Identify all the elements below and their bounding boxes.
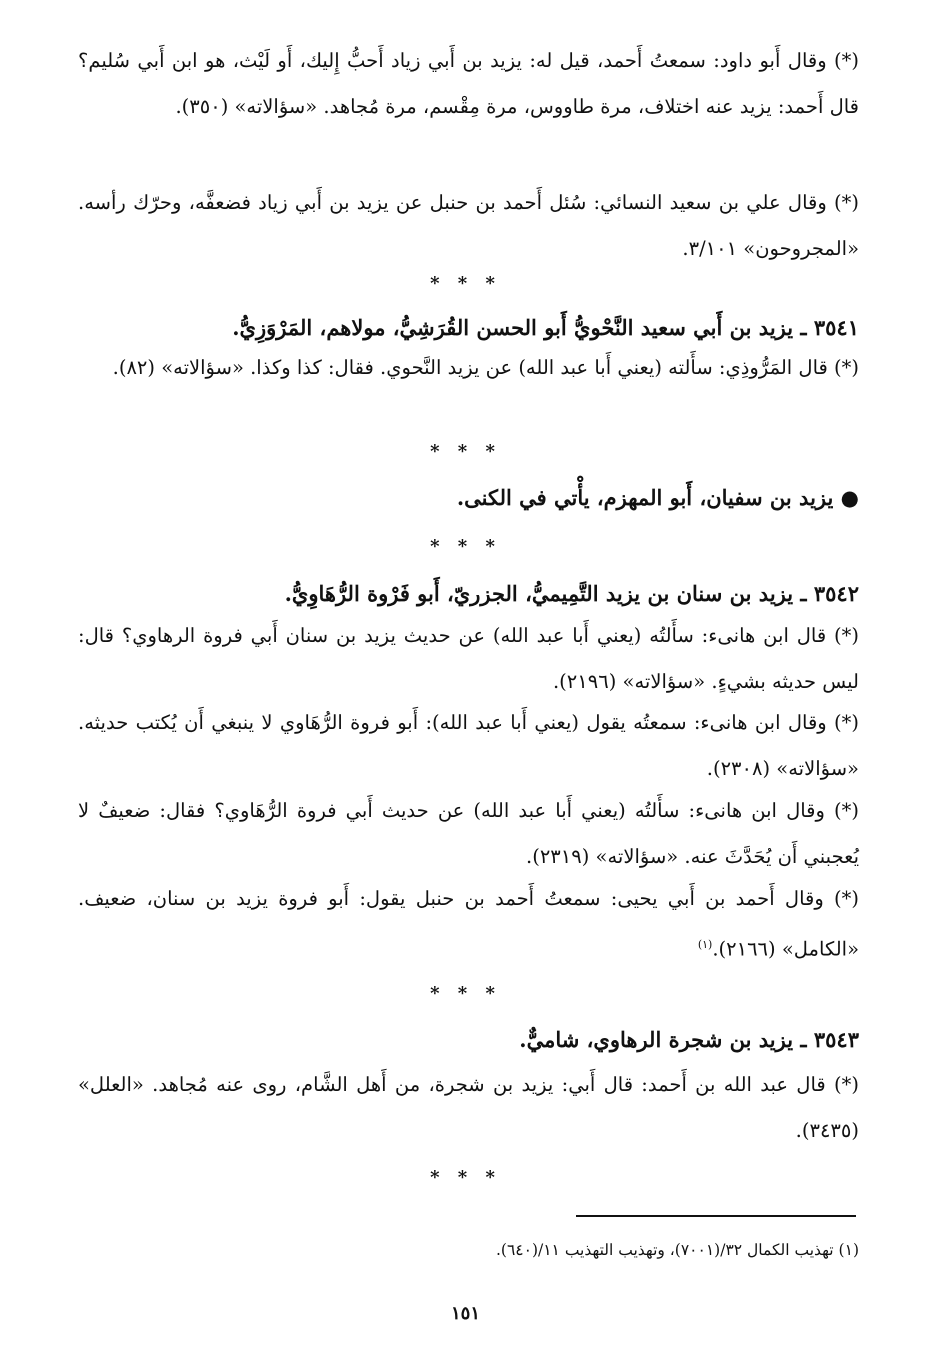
paragraph-ibn-hani-1: (*) قال ابن هانىء: سأَلتُه (يعني أَبا عبد الله) عن حديث يزيد بن سنان أَبي فروة الرهاوي؟ قال: ليس حديثه بشيءٍ. «سؤالاته» (٢١٩٦). [78, 624, 859, 693]
paragraph-abu-dawud: (*) وقال أَبو داود: سمعتُ أَحمد، قيل له: يزيد بن أَبي زياد أَحبُّ إِليك، أَو لَيْث، هو ابن أَبي سُليم؟ قال أَحمد: يزيد عنه اختلاف، مرة طاووس، مرة مِقْسم، مرة مُجاهد. «سؤالاته» (٣٥٠). [78, 49, 859, 118]
paragraph-text: (*) وقال أَحمد بن أَبي يحيى: سمعتُ أَحمد بن حنبل يقول: أَبو فروة يزيد بن سنان، ضعيف. «الكامل» (٢١٦٦). [78, 887, 859, 961]
cross-reference-heading: ● يزيد بن سفيان، أَبو المهزم، يأْتي في الكنى. [456, 485, 859, 510]
section-separator: * * * [430, 441, 501, 462]
paragraph-ibn-hani-3: (*) وقال ابن هانىء: سأَلتُه (يعني أَبا عبد الله) عن حديث أَبي فروة الرُّهَاوي؟ فقال: ضعيفٌ لا يُعجبني أَن يُحَدَّثَ عنه. «سؤالاته» (٢٣١٩). [78, 799, 859, 868]
paragraph-nasai: (*) وقال علي بن سعيد النسائي: سُئل أَحمد بن حنبل عن يزيد بن أَبي زياد فضعفَّه، وحرّك رأسه. «المجروحون» ٣/١٠١. [78, 191, 859, 260]
paragraph-marrudhi: (*) قال المَرُّوذِي: سأَلته (يعني أَبا عبد الله) عن يزيد النَّحوي. فقال: كذا وكذا. «سؤالاته» (٨٢). [112, 356, 859, 379]
paragraph-ibn-hani-2: (*) وقال ابن هانىء: سمعتُه يقول (يعني أَبا عبد الله): أَبو فروة الرُّهَاوي لا ينبغي أَن يُكتب حديثه. «سؤالاته» (٢٣٠٨). [78, 711, 859, 780]
footnote-marker: (١) [697, 938, 713, 951]
footnote-divider [576, 1215, 856, 1217]
entry-heading-3541: ٣٥٤١ ـ يزيد بن أَبي سعيد النَّحْويُّ أَبو الحسن القُرَشِيُّ، مولاهم، المَرْوَزِيُّ. [232, 315, 859, 340]
entry-heading-3542: ٣٥٤٢ ـ يزيد بن سنان بن يزيد التَّمِيميُّ، الجزريّ، أَبو فَرْوة الرُّهَاوِيُّ. [284, 581, 859, 606]
paragraph-ahmad-ibn-abi-yahya [78, 876, 859, 973]
page-number: ١٥١ [450, 1303, 480, 1324]
section-separator: * * * [430, 983, 501, 1004]
entry-heading-3543: ٣٥٤٣ ـ يزيد بن شجرة الرهاوي، شاميٌّ. [519, 1027, 859, 1052]
section-separator: * * * [430, 536, 501, 557]
section-separator: * * * [430, 1167, 501, 1188]
section-separator: * * * [430, 273, 501, 294]
paragraph-abdullah-ibn-ahmad: (*) قال عبد الله بن أَحمد: قال أَبي: يزيد بن شجرة، من أَهل الشَّام، روى عنه مُجاهد. «العلل» (٣٤٣٥). [78, 1073, 859, 1142]
footnote: (١) تهذيب الكمال ٣٢/(٧٠٠١)، وتهذيب التهذيب ١١/(٦٤٠). [495, 1241, 859, 1259]
